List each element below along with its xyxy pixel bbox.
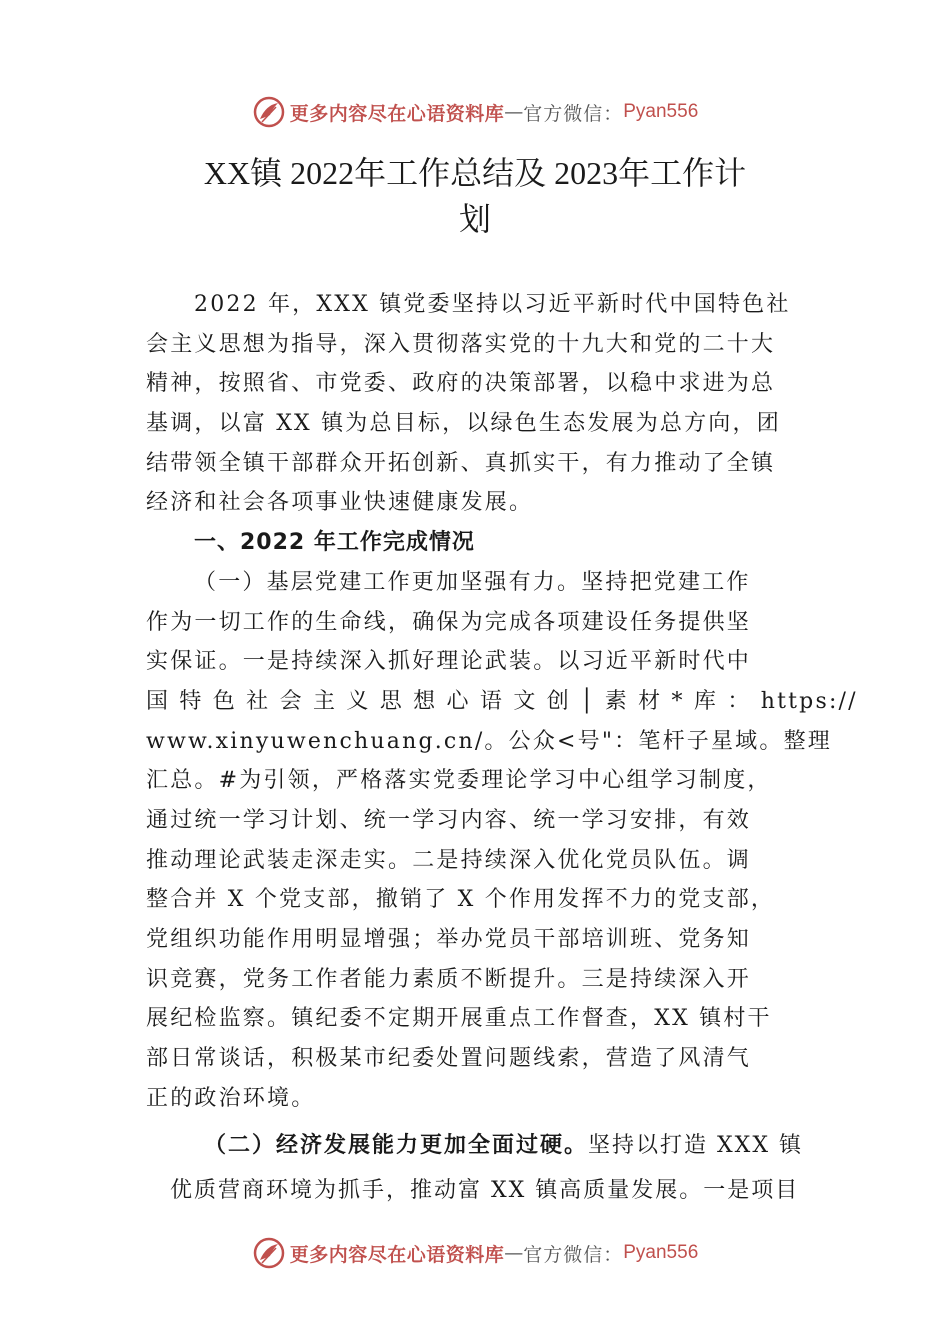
logo-icon xyxy=(252,95,286,129)
para1-line: 党组织功能作用明显增强；举办党员干部培训班、党务知 xyxy=(146,927,752,952)
intro-line: 经济和社会各项事业快速健康发展。 xyxy=(146,490,534,516)
para1-line: 识竞赛，党务工作者能力素质不断提升。三是持续深入开 xyxy=(146,966,752,992)
section-heading: 一、2022 年工作完成情况 xyxy=(194,530,475,556)
wechat-label: 官方微信： xyxy=(523,1243,624,1266)
para1-line: 整合并 X 个党支部，撤销了 X 个作用发挥不力的党支部， xyxy=(146,887,776,913)
para2-line-2: 优质营商环境为抓手，推动富 XX 镇高质量发展。一是项目 xyxy=(170,1178,800,1203)
para1-line: 正的政治环境。 xyxy=(146,1085,316,1111)
para2 xyxy=(146,1122,846,1214)
title-line-1: XX镇 2022年工作总结及 2023年工作计 xyxy=(203,155,747,191)
document-body xyxy=(146,285,858,1118)
para1-line: 作为一切工作的生命线，确保为完成各项建设任务提供坚 xyxy=(146,609,752,635)
para1-line: 国 特 色 社 会 主 义 思 想 心 语 文 创 │ 素 材 * 库 ： https:// xyxy=(146,688,858,714)
para1-line: 通过统一学习计划、统一学习内容、统一学习安排，有效 xyxy=(146,807,752,833)
footer-banner xyxy=(0,1233,950,1273)
intro-line: 2022 年，XXX 镇党委坚持以习近平新时代中国特色社 xyxy=(194,292,791,317)
intro-line: 基调，以富 XX 镇为总目标，以绿色生态发展为总方向，团 xyxy=(146,411,781,437)
para1-line: 展纪检监察。镇纪委不定期开展重点工作督查，XX 镇村干 xyxy=(146,1006,772,1032)
title-line-2: 划 xyxy=(458,201,491,237)
para1-line: www.xinyuwenchuang.cn/。公众<号"：笔杆子星域。整理 xyxy=(146,728,832,754)
para1-line: 实保证。一是持续深入抓好理论武装。以习近平新时代中 xyxy=(146,649,752,675)
intro-line: 精神，按照省、市党委、政府的决策部署，以稳中求进为总 xyxy=(146,371,776,397)
banner-dash: — xyxy=(504,1242,524,1264)
wechat-label: 官方微信： xyxy=(523,102,624,125)
wechat-id: Pyan556 xyxy=(623,1242,699,1263)
header-banner xyxy=(0,92,950,132)
wechat-id: Pyan556 xyxy=(623,101,699,122)
document-title xyxy=(145,150,805,242)
intro-line: 结带领全镇干部群众开拓创新、真抓实干，有力推动了全镇 xyxy=(146,450,776,476)
banner-text: 更多内容尽在心语资料库 xyxy=(289,102,505,125)
banner-text: 更多内容尽在心语资料库 xyxy=(289,1243,505,1266)
para2-line1-rest: 坚持以打造 XXX 镇 xyxy=(588,1133,803,1158)
intro-line: 会主义思想为指导，深入贯彻落实党的十九大和党的二十大 xyxy=(146,331,776,357)
logo-icon xyxy=(252,1236,286,1270)
para2-line-1 xyxy=(146,1122,846,1168)
banner-dash: — xyxy=(504,101,524,123)
para1-line: 部日常谈话，积极某市纪委处置问题线索，营造了风清气 xyxy=(146,1046,752,1072)
para1-line: （一）基层党建工作更加坚强有力。坚持把党建工作 xyxy=(194,569,751,595)
para2-lead: （二）经济发展能力更加全面过硬。 xyxy=(204,1132,589,1158)
para1-line: 汇总。#为引领，严格落实党委理论学习中心组学习制度， xyxy=(146,768,772,794)
para1-line: 推动理论武装走深走实。二是持续深入优化党员队伍。调 xyxy=(146,847,752,873)
